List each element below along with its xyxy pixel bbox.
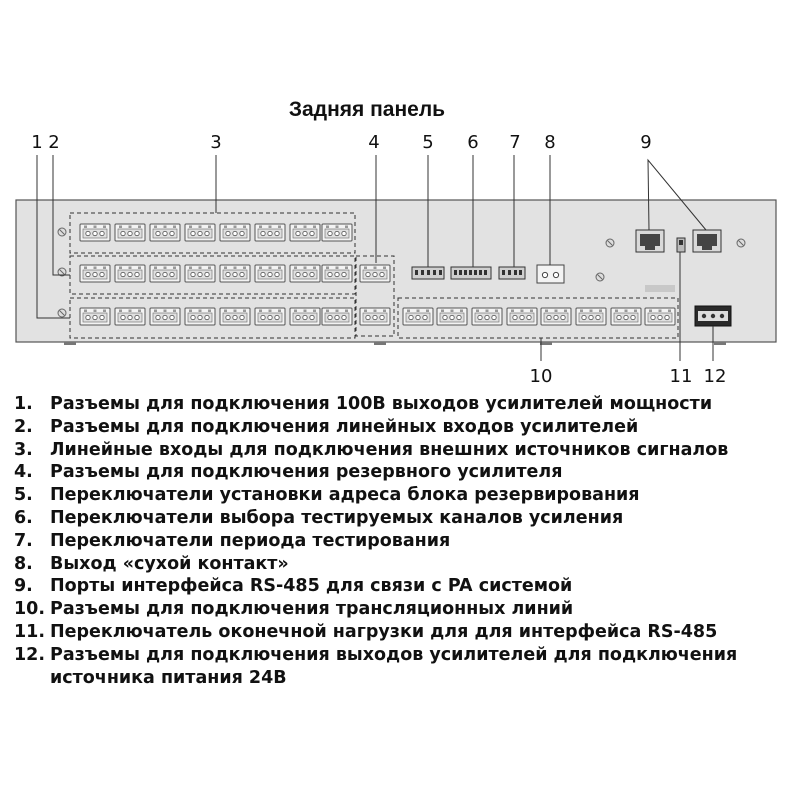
- callout-3: 3: [210, 132, 222, 153]
- legend-number: 5.: [14, 485, 33, 506]
- screw: [58, 309, 66, 317]
- legend-item: [14, 507, 794, 530]
- legend-text: Переключатель оконечной нагрузки для для интерфейса RS-485: [50, 621, 718, 642]
- power-24v-connector: [695, 306, 731, 326]
- legend-number: 2.: [14, 416, 33, 437]
- callout-5: 5: [422, 132, 434, 153]
- legend-number: 12.: [14, 644, 46, 665]
- legend-list: [14, 393, 794, 689]
- legend-text: Разъемы для подключения линейных входов усилителей: [50, 416, 639, 437]
- legend-text: Разъемы для подключения 100В выходов усилителей мощности: [50, 394, 713, 414]
- legend-number: 11.: [14, 621, 46, 642]
- callout-2: 2: [48, 132, 60, 153]
- callout-10: 10: [529, 366, 553, 387]
- callout-1: 1: [31, 132, 43, 153]
- screw: [737, 239, 745, 247]
- legend-item: [14, 644, 794, 690]
- legend-item: [14, 416, 794, 439]
- callout-11: 11: [669, 366, 693, 387]
- screw: [606, 239, 614, 247]
- legend-item: [14, 439, 794, 462]
- callout-12: 12: [703, 366, 727, 387]
- legend-text: Переключатели выбора тестируемых каналов усиления: [50, 507, 624, 528]
- legend-number: 10.: [14, 599, 46, 620]
- legend-item: [14, 553, 794, 576]
- title: Задняя панель: [288, 98, 446, 121]
- legend-text: Линейные входы для подключения внешних источников сигналов: [50, 439, 729, 460]
- legend-number: 6.: [14, 507, 33, 528]
- legend-text: Разъемы для подключения выходов усилителей для подключения источника питания 24В: [50, 644, 738, 688]
- callout-6: 6: [467, 132, 479, 153]
- legend-text: Выход «сухой контакт»: [50, 553, 289, 574]
- callout-4: 4: [368, 132, 380, 153]
- legend-item: [14, 530, 794, 553]
- legend-number: 9.: [14, 576, 33, 597]
- legend-item: [14, 461, 794, 484]
- dip-switch-5: [412, 267, 444, 279]
- legend-number: 4.: [14, 462, 33, 483]
- label-plate: [645, 285, 675, 292]
- termination-switch: [677, 238, 685, 252]
- legend-number: 3.: [14, 439, 33, 460]
- callout-7: 7: [509, 132, 521, 153]
- callout-8: 8: [544, 132, 556, 153]
- screw: [58, 228, 66, 236]
- rs485-port-a: [636, 230, 664, 252]
- legend-number: 1.: [14, 394, 33, 414]
- dip-switch-7: [499, 267, 525, 279]
- legend-item: [14, 393, 794, 416]
- legend-item: [14, 575, 794, 598]
- screw: [596, 273, 604, 281]
- dip-switch-6: [451, 267, 491, 279]
- legend-number: 7.: [14, 530, 33, 551]
- legend-text: Порты интерфейса RS-485 для связи с PA системой: [50, 576, 573, 597]
- legend-text: Разъемы для подключения резервного усилителя: [50, 462, 563, 483]
- legend-item: [14, 598, 794, 621]
- legend-text: Переключатели периода тестирования: [50, 530, 451, 551]
- legend-item: [14, 621, 794, 644]
- legend-text: Разъемы для подключения трансляционных линий: [50, 599, 574, 620]
- legend-text: Переключатели установки адреса блока резервирования: [50, 485, 640, 506]
- legend-number: 8.: [14, 553, 33, 574]
- rs485-port-b: [693, 230, 721, 252]
- dry-contact-output: [537, 265, 564, 283]
- legend-item: [14, 484, 794, 507]
- callout-9: 9: [640, 132, 652, 153]
